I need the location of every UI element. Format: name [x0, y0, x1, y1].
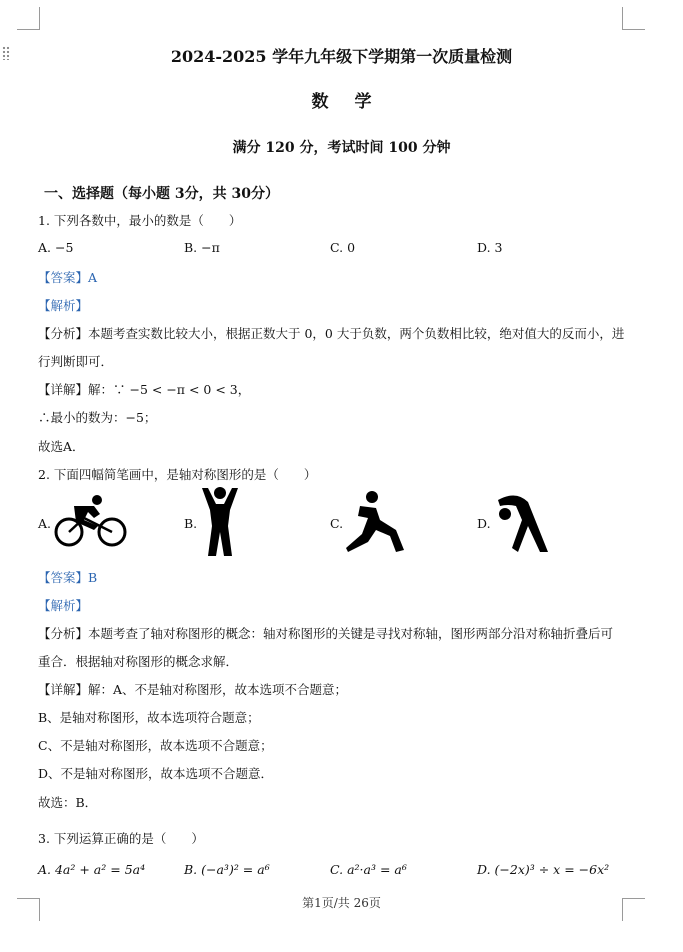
cyclist-figure-icon	[54, 492, 128, 550]
q2-detail: 【详解】解：A、不是轴对称图形，故本选项不合题意；	[38, 682, 348, 697]
q1-option-c: C. 0	[330, 240, 356, 255]
q1-jiexi: 【解析】	[38, 298, 89, 313]
q1-stem: 1. 下列各数中，最小的数是（ ）	[38, 213, 242, 228]
q2-label-d: D.	[477, 516, 491, 531]
q2-detail-b: B、是轴对称图形，故本选项符合题意；	[38, 710, 260, 725]
stretching-figure-icon	[494, 492, 550, 554]
q1-analysis-line1: 【分析】本题考查实数比较大小，根据正数大于 0，0 大于负数，两个负数相比较，绝对值大的反而小，进	[38, 326, 625, 341]
q1-analysis-line2: 行判断即可．	[38, 354, 114, 369]
q3-option-d: D. (−2x)³ ÷ x = −6x²	[477, 862, 610, 877]
q3-stem: 3. 下列运算正确的是（ ）	[38, 831, 204, 846]
q3-option-c: C. a²·a³ = a⁶	[330, 862, 407, 877]
q1-detail: 【详解】解：∵ −5 < −π < 0 < 3，	[38, 382, 251, 397]
q1-option-a: A. −5	[38, 240, 74, 255]
q2-analysis-line1: 【分析】本题考查了轴对称图形的概念：轴对称图形的关键是寻找对称轴，图形两部分沿对称轴折叠后可	[38, 626, 614, 641]
page-title: 2024-2025 学年九年级下学期第一次质量检测	[170, 47, 513, 66]
q2-answer: 【答案】B	[38, 570, 98, 585]
standing-figure-icon	[198, 486, 242, 558]
q2-label-b: B.	[184, 516, 198, 531]
subject-title: 数学	[311, 92, 398, 112]
q2-detail-c: C、不是轴对称图形，故本选项不合题意；	[38, 738, 273, 753]
q1-option-d: D. 3	[477, 240, 503, 255]
section-heading: 一、选择题（每小题 3分，共 30分）	[44, 186, 279, 202]
page-footer: 第1页/共 26页	[302, 896, 381, 910]
lunging-figure-icon	[346, 490, 408, 556]
q1-conclusion: ∴最小的数为：−5；	[38, 410, 157, 425]
q3-option-a: A. 4a² + a² = 5a⁴	[38, 862, 146, 877]
q2-detail-d: D、不是轴对称图形，故本选项不合题意．	[38, 766, 274, 781]
crop-mark-top-left	[17, 7, 40, 30]
q2-analysis-line2: 重合．根据轴对称图形的概念求解．	[38, 654, 239, 669]
crop-mark-top-right	[622, 7, 645, 30]
q2-label-c: C.	[330, 516, 344, 531]
q1-choice: 故选A．	[38, 439, 85, 454]
q2-label-a: A.	[38, 516, 52, 531]
exam-info: 满分 120 分，考试时间 100 分钟	[232, 140, 451, 156]
q3-option-b: B. (−a³)² = a⁶	[184, 862, 270, 877]
q2-jiexi: 【解析】	[38, 598, 89, 613]
q2-choice: 故选：B．	[38, 795, 98, 810]
q1-answer: 【答案】A	[38, 270, 98, 285]
q1-option-b: B. −π	[184, 240, 220, 255]
q2-stem: 2. 下面四幅简笔画中，是轴对称图形的是（ ）	[38, 467, 317, 482]
